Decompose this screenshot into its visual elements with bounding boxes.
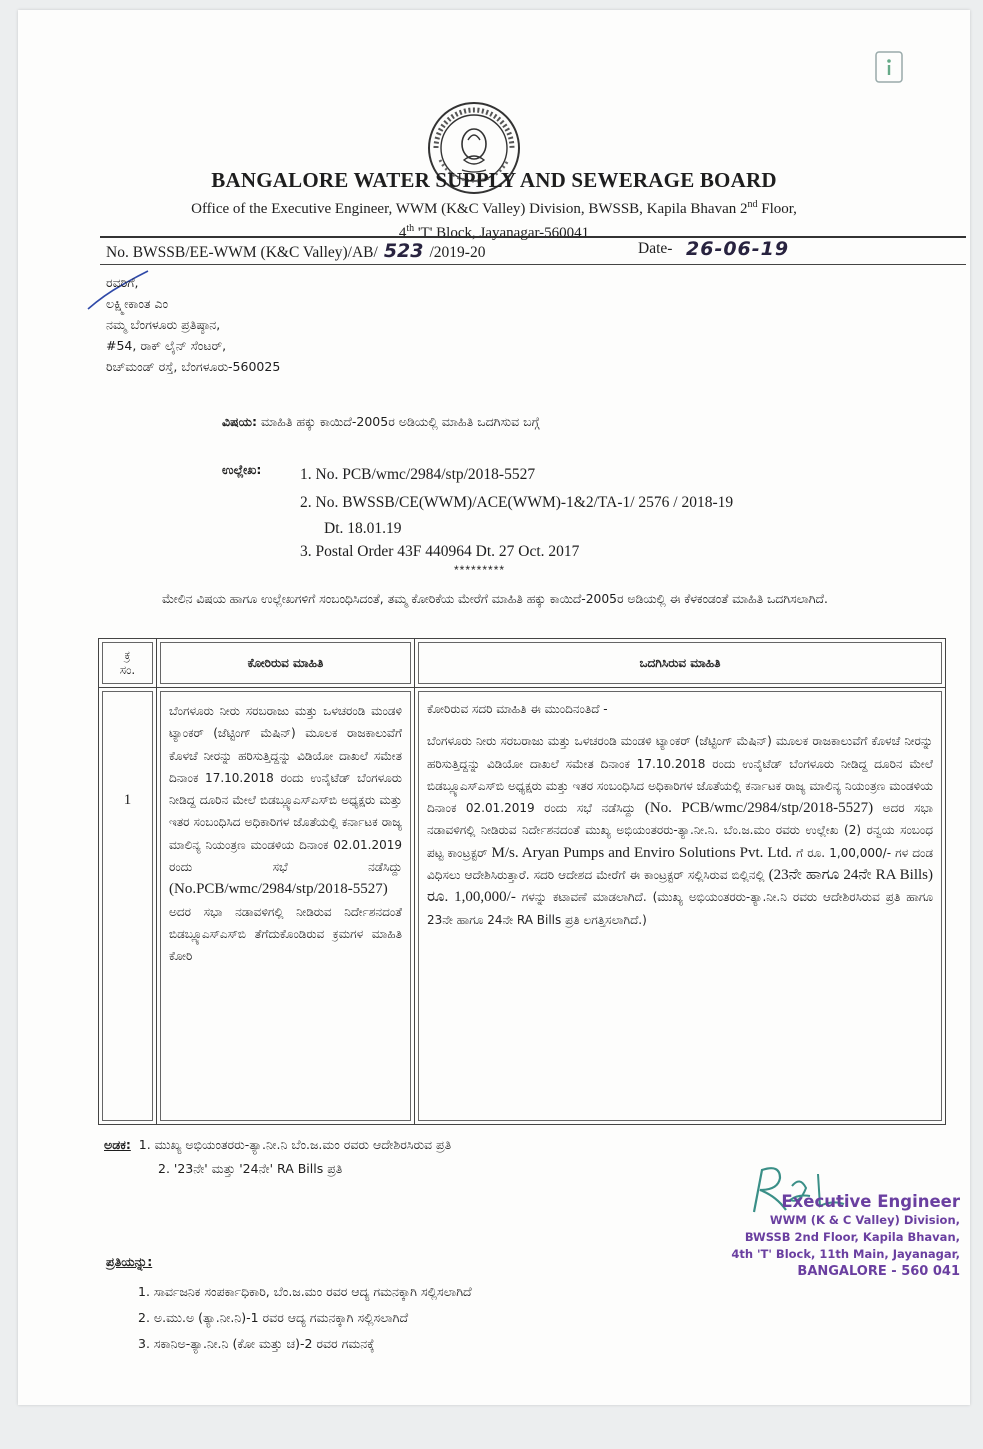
letter-reference-number: No. BWSSB/EE-WWM (K&C Valley)/AB/ 523 /2019-20 xyxy=(106,240,486,262)
handwritten-date: 26-06-19 xyxy=(686,238,790,260)
header-divider-bottom xyxy=(100,264,966,265)
subject-line xyxy=(222,414,540,430)
references-label: ಉಲ್ಲೇಖ: xyxy=(222,462,262,477)
row-sl-no: 1 xyxy=(99,688,157,1125)
recipient-street: #54, ರಾಕ್ ಲೈನ್ ಸೆಂಟರ್, xyxy=(106,338,227,353)
enclosures-label: ಅಡಕ: xyxy=(104,1137,131,1152)
office-address-line-2: 4th 'T' Block, Jayanagar-560041 xyxy=(398,223,590,241)
table-header-row xyxy=(99,639,946,688)
header-requested-info: ಕೋರಿರುವ ಮಾಹಿತಿ xyxy=(157,639,415,688)
copies-label: ಪ್ರತಿಯನ್ನು: xyxy=(106,1254,153,1269)
copy-item-3: 3. ಸಕಾನಿಅ-ತ್ಯಾ.ನೀ.ನಿ (ಕೋ ಮತ್ತು ಚ)-2 ರವರ ಗಮನಕ್ಕೆ xyxy=(138,1336,375,1351)
recipient-address xyxy=(106,272,280,377)
header-sl-no: ಕ್ರ ಸಂ. xyxy=(99,639,157,688)
provided-intro: ಕೋರಿರುವ ಸದರಿ ಮಾಹಿತಿ ಈ ಮುಂದಿನಂತಿದೆ - xyxy=(427,702,608,716)
provided-body: ಬೆಂಗಳೂರು ನೀರು ಸರಬರಾಜು ಮತ್ತು ಒಳಚರಂಡಿ ಮಂಡಳಿ ಟ್ಯಾಂಕರ್ (ಜೆಟ್ಟಿಂಗ್ ಮೆಷಿನ್) ಮೂಲಕ ರಾಜಕಾಲುವೆಗೆ ಕೊಳಚೆ ನೀರನ್ನು ಹರಿಸುತ್ತಿದ್ದನ್ನು ವಿಡಿಯೋ ದಾಖಲೆ ಸಮೇತ ದಿನಾಂಕ 17.10.2018 ರಂದು ಉನೈಟೆಡ್ ಬೆಂಗಳೂರು ನೀಡಿದ್ದ ದೂರಿನ ಮೇಲೆ ಬಿಡಬ್ಲ್ಯೂಎಸ್‌ಎಸ್‌ಬಿ ಅಧ್ಯಕ್ಷರು ಮತ್ತು ಇತರ ಸಂಬಂಧಿಸಿದ ಅಧಿಕಾರಿಗಳ ಜೊತೆಯಲ್ಲಿ ಕರ್ನಾಟಕ ರಾಜ್ಯ ಮಾಲಿನ್ಯ ನಿಯಂತ್ರಣ ಮಂಡಳಿಯ ದಿನಾಂಕ 02.01.2019 ರಂದು ಸಭೆ ನಡೆಸಿದ್ದು (No. PCB/wmc/2984/stp/2018-5527) ಅದರ ಸಭಾ ನಡಾವಳಿಗಲ್ಲಿ ನೀಡಿರುವ ನಿರ್ದೇಶನದಂತೆ ಮುಖ್ಯ ಅಭಿಯಂತರರು-ತ್ಯಾ.ನೀ.ನಿ. ಬೆಂ.ಜ.ಮಂ ರವರು ಉಲ್ಲೇಖ (2) ರನ್ವಯ ಸಂಬಂಧ ಪಟ್ಟ ಕಾಂಟ್ರಕ್ಟರ್ M/s. Aryan Pumps and Enviro Solutions Pvt. Ltd. ಗೆ ರೂ. 1,00,000/- ಗಳ ದಂಡ ವಿಧಿಸಲು ಆದೇಶಿಸಿರುತ್ತಾರೆ. ಸದರಿ ಆದೇಶದ ಮೇರೆಗೆ ಈ ಕಾಂಟ್ರಕ್ಟರ್ ಸಲ್ಲಿಸಿರುವ ಬಿಲ್ಲಿನಲ್ಲಿ (23ನೇ ಹಾಗೂ 24ನೇ RA Bills) ರೂ. 1,00,000/- ಗಳನ್ನು ಕಟಾವಣೆ ಮಾಡಲಾಗಿದೆ. (ಮುಖ್ಯ ಅಭಿಯಂತರರು-ತ್ಯಾ.ನೀ.ನಿ ರವರು ಆದೇಶಿರಸಿರುವ ಪ್ರತಿ ಹಾಗೂ 23ನೇ ಹಾಗೂ 24ನೇ RA Bills ಪ್ರತಿ ಲಗತ್ತಿಸಲಾಗಿದೆ.) xyxy=(427,734,933,927)
recipient-city: ರಿಚ್‌ಮಂಡ್ ರಸ್ತೆ, ಬೆಂಗಳೂರು-560025 xyxy=(106,359,281,374)
table-row xyxy=(99,688,946,1125)
copy-item-2: 2. ಅ.ಮು.ಅ (ತ್ಯಾ.ನೀ.ನಿ)-1 ರವರ ಆದ್ಯ ಗಮನಕ್ಕಾಗಿ ಸಲ್ಲಿಸಲಾಗಿದೆ xyxy=(138,1310,409,1325)
row-provided-info xyxy=(415,688,946,1125)
recipient-organization: ನಮ್ಮ ಬೆಂಗಳೂರು ಪ್ರತಿಷ್ಠಾನ, xyxy=(106,317,221,332)
board-title: BANGALORE WATER SUPPLY AND SEWERAGE BOARD xyxy=(211,168,777,192)
enclosure-item-2: 2. '23ನೇ' ಮತ್ತು '24ನೇ' RA Bills ಪ್ರತಿ xyxy=(158,1161,343,1176)
enclosures xyxy=(104,1137,451,1177)
information-table xyxy=(98,638,946,1125)
date-label: Date- xyxy=(638,240,673,257)
separator-stars: ********* xyxy=(454,563,506,577)
header-provided-info: ಒದಗಿಸಿರುವ ಮಾಹಿತಿ xyxy=(415,639,946,688)
stamp-line-3: 4th 'T' Block, 11th Main, Jayanagar, xyxy=(731,1247,960,1261)
stamp-line-1: WWM (K & C Valley) Division, xyxy=(769,1213,960,1227)
office-address-line-1: Office of the Executive Engineer, WWM (K&C Valley) Division, BWSSB, Kapila Bhavan 2nd Floor, xyxy=(191,199,797,217)
page-corner-mark-icon xyxy=(874,50,904,84)
subject-label: ವಿಷಯ: xyxy=(222,414,257,429)
letter-page xyxy=(18,10,970,1405)
stamp-title: Executive Engineer xyxy=(781,1192,960,1211)
header-divider-top xyxy=(100,236,966,238)
stamp-line-4: BANGALORE - 560 041 xyxy=(797,1264,960,1279)
reference-item-3: 3. Postal Order 43F 440964 Dt. 27 Oct. 2017 xyxy=(300,543,580,560)
stamp-line-2: BWSSB 2nd Floor, Kapila Bhavan, xyxy=(744,1230,960,1244)
reference-item-2-date: Dt. 18.01.19 xyxy=(324,520,402,537)
reference-item-2: 2. No. BWSSB/CE(WWM)/ACE(WWM)-1&2/TA-1/ 2576 / 2018-19 xyxy=(300,494,734,511)
recipient-name: ಲಕ್ಷ್ಮೀಕಾಂತ ಎಂ xyxy=(106,296,169,311)
intro-paragraph: ಮೇಲಿನ ವಿಷಯ ಹಾಗೂ ಉಲ್ಲೇಖಗಳಿಗೆ ಸಂಬಂಧಿಸಿದಂತೆ, ತಮ್ಮ ಕೋರಿಕೆಯ ಮೇರೆಗೆ ಮಾಹಿತಿ ಹಕ್ಕು ಕಾಯಿದೆ-2005ರ ಅಡಿಯಲ್ಲಿ ಈ ಕೆಳಕಂಡಂತೆ ಮಾಹಿತಿ ಒದಗಿಸಲಾಗಿದೆ. xyxy=(162,592,828,606)
handwritten-letter-number: 523 xyxy=(383,240,424,262)
subject-text: ಮಾಹಿತಿ ಹಕ್ಕು ಕಾಯಿದೆ-2005ರ ಅಡಿಯಲ್ಲಿ ಮಾಹಿತಿ ಒದಗಿಸುವ ಬಗ್ಗೆ xyxy=(260,414,540,429)
reference-item-1: 1. No. PCB/wmc/2984/stp/2018-5527 xyxy=(300,466,536,483)
salutation: ರವರಿಗೆ, xyxy=(106,275,139,290)
enclosure-item-1: ಅಡಕ: 1. ಮುಖ್ಯ ಅಭಿಯಂತರರು-ತ್ಯಾ.ನೀ.ನಿ ಬೆಂ.ಜ.ಮಂ ರವರು ಆದೇಶಿರಸಿರುವ ಪ್ರತಿ xyxy=(104,1137,452,1152)
executive-engineer-stamp xyxy=(690,1192,960,1281)
row-requested-info: ಬೆಂಗಳೂರು ನೀರು ಸರಬರಾಜು ಮತ್ತು ಒಳಚರಂಡಿ ಮಂಡಳಿ ಟ್ಯಾಂಕರ್ (ಜೆಟ್ಟಿಂಗ್ ಮೆಷಿನ್) ಮೂಲಕ ರಾಜಕಾಲುವೆಗೆ ಕೊಳಚೆ ನೀರನ್ನು ಹರಿಸುತ್ತಿದ್ದನ್ನು ವಿಡಿಯೋ ದಾಖಲೆ ಸಮೇತ ದಿನಾಂಕ 17.10.2018 ರಂದು ಉನೈಟೆಡ್ ಬೆಂಗಳೂರು ನೀಡಿದ್ದ ದೂರಿನ ಮೇಲೆ ಬಿಡಬ್ಲ್ಯೂಎಸ್‌ಎಸ್‌ಬಿ ಅಧ್ಯಕ್ಷರು ಮತ್ತು ಇತರ ಸಂಬಂಧಿಸಿದ ಅಧಿಕಾರಿಗಳ ಜೊತೆಯಲ್ಲಿ ಕರ್ನಾಟಕ ರಾಜ್ಯ ಮಾಲಿನ್ಯ ನಿಯಂತ್ರಣ ಮಂಡಳಿಯ ದಿನಾಂಕ 02.01.2019 ರಂದು ಸಭೆ ನಡೆಸಿದ್ದು (No.PCB/wmc/2984/stp/2018-5527) ಅದರ ಸಭಾ ನಡಾವಳಿಗಲ್ಲಿ ನೀಡಿರುವ ನಿರ್ದೇಶನದಂತೆ ಬಿಡಬ್ಲ್ಯೂಎಸ್‌ಎಸ್‌ಬಿ ತೆಗೆದುಕೊಂಡಿರುವ ಕ್ರಮಗಳ ಮಾಹಿತಿ ಕೋರಿ xyxy=(157,688,415,1125)
copy-item-1: 1. ಸಾರ್ವಜನಿಕ ಸಂಪರ್ಕಾಧಿಕಾರಿ, ಬೆಂ.ಜ.ಮಂ ರವರ ಆದ್ಯ ಗಮನಕ್ಕಾಗಿ ಸಲ್ಲಿಸಲಾಗಿದೆ xyxy=(138,1284,472,1299)
